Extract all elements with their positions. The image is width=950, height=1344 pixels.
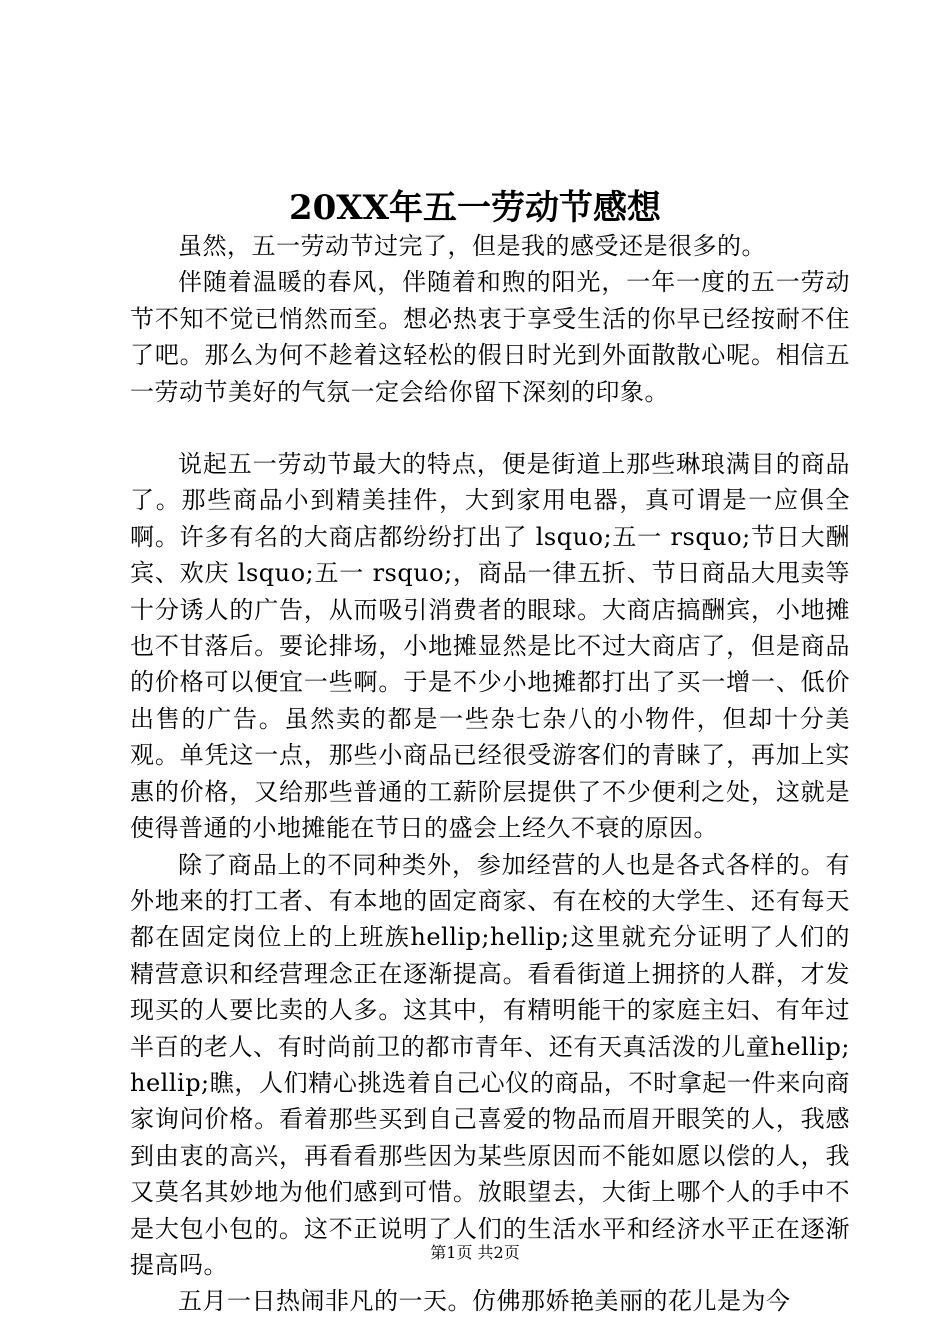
paragraph-1: 虽然，五一劳动节过完了，但是我的感受还是很多的。 [178, 232, 766, 260]
page-footer: 第1页 共2页 [430, 1243, 520, 1262]
paragraph-5: 五月一日热闹非凡的一天。仿佛那娇艳美丽的花儿是为今 [178, 1287, 791, 1316]
paragraph-4: 除了商品上的不同种类外，参加经营的人也是各式各样的。有外地来的打工者、有本地的固定商家、有在校的大学生、还有每天都在固定岗位上的上班族hellip;hellip;这里就充分证明了人们的精营意识和经营理念正在逐渐提高。看看街道上拥挤的人群，才发现买的人要比卖的人多。这其中，有精明能干的家庭主妇、有年过半百的老人、有时尚前卫的都市青年、还有天真活泼的儿童hellip;hellip;瞧，人们精心挑选着自己心仪的商品，不时拿起一件来向商家询问价格。看着那些买到自己喜爱的物品而眉开眼笑的人，我感到由衷的高兴，再看看那些因为某些原因而不能如愿以偿的人，我又莫名其妙地为他们感到可惜。放眼望去，大街上哪个人的手中不是大包小包的。这不正说明了人们的生活水平和经济水平正在逐渐提高吗。 [130, 850, 850, 1279]
paragraph-2: 伴随着温暖的春风，伴随着和煦的阳光，一年一度的五一劳动节不知不觉已悄然而至。想必热衷于享受生活的你早已经按耐不住了吧。那么为何不趁着这轻松的假日时光到外面散散心呢。相信五一劳动节美好的气氛一定会给你留下深刻的印象。 [130, 268, 850, 406]
document-title: 20XX年五一劳动节感想 [288, 188, 662, 228]
document-body [130, 228, 850, 1320]
paragraph-3: 说起五一劳动节最大的特点，便是街道上那些琳琅满目的商品了。那些商品小到精美挂件，大到家用电器，真可谓是一应俱全啊。许多有名的大商店都纷纷打出了 lsquo;五一 rsquo;节日大酬宾、欢庆 lsquo;五一 rsquo;，商品一律五折、节日商品大甩卖等十分诱人的广告，从而吸引消费者的眼球。大商店搞酬宾，小地摊也不甘落后。要论排场，小地摊显然是比不过大商店了，但是商品的价格可以便宜一些啊。于是不少小地摊都打出了买一增一、低价出售的广告。虽然卖的都是一些杂七杂八的小物件，但却十分美观。单凭这一点，那些小商品已经很受游客们的青睐了，再加上实惠的价格，又给那些普通的工薪阶层提供了不少便利之处，这就是使得普通的小地摊能在节日的盛会上经久不衰的原因。 [130, 450, 850, 843]
